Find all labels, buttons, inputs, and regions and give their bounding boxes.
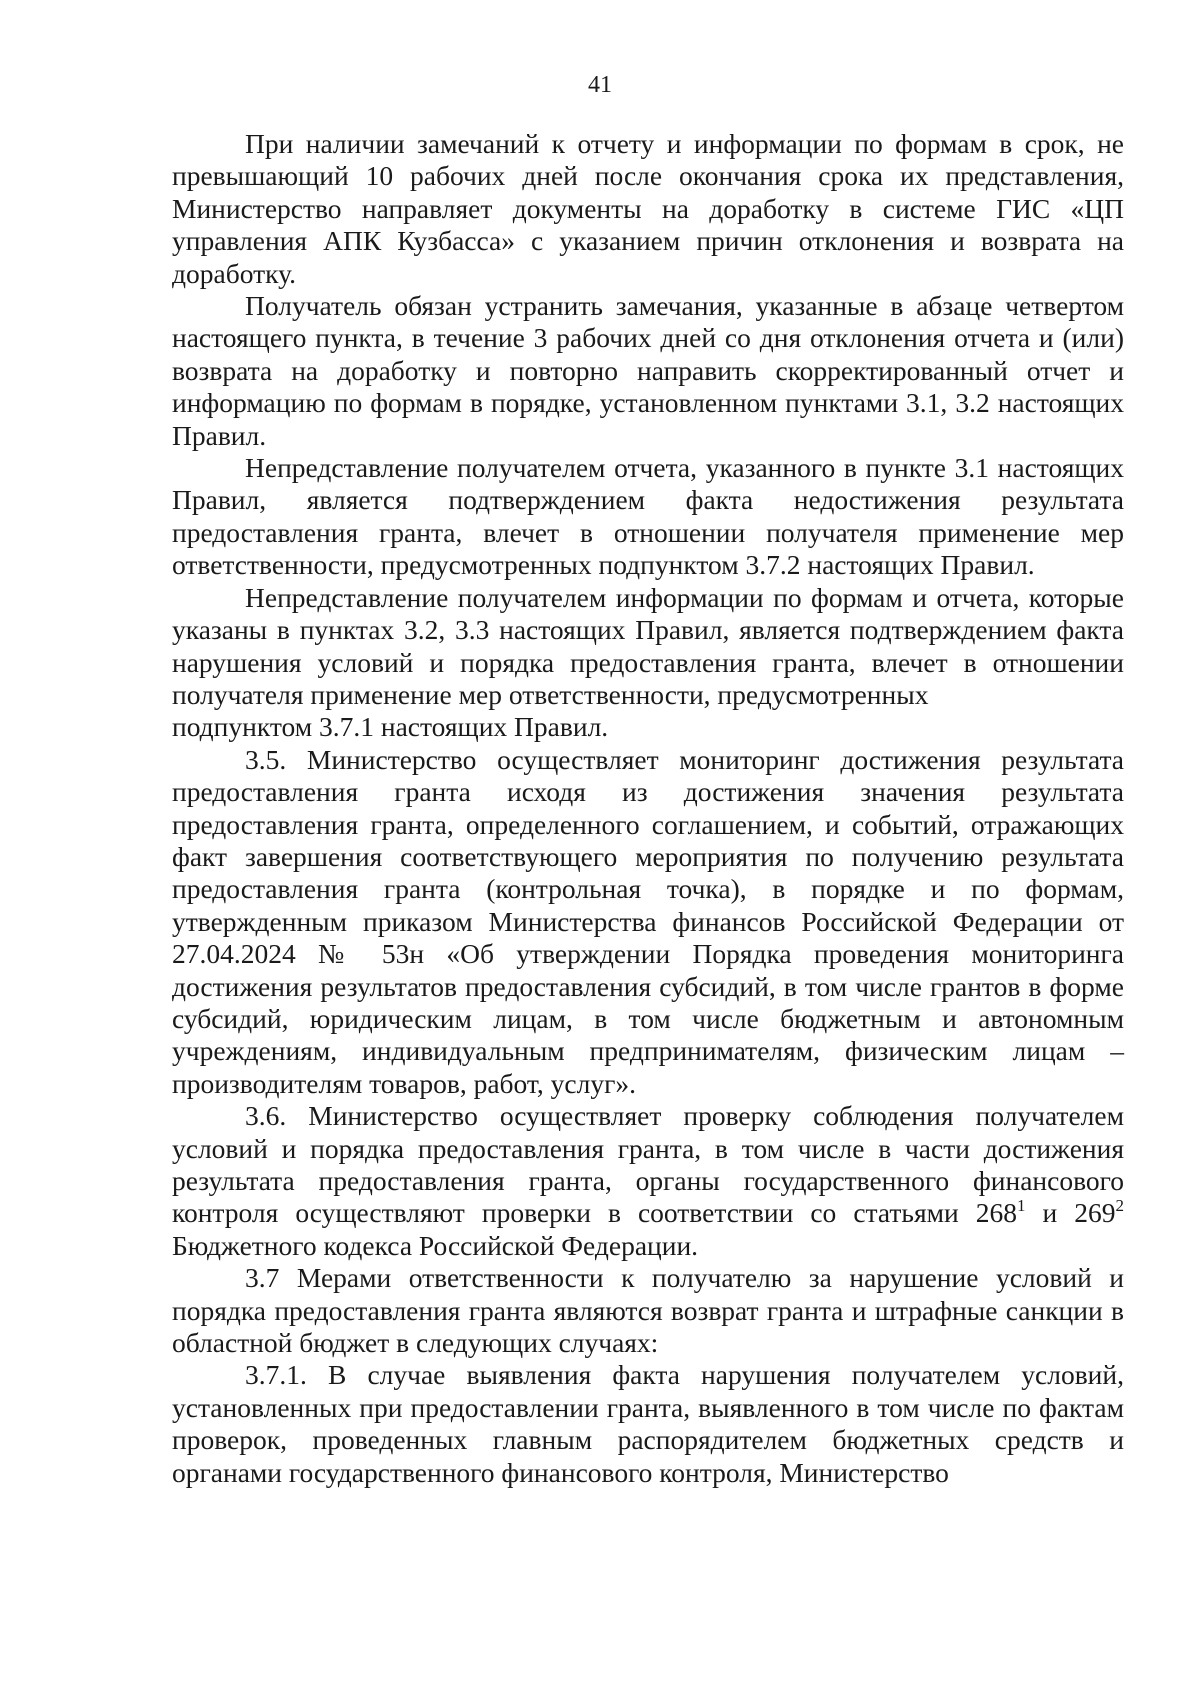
page-number: 41	[588, 72, 612, 98]
paragraph-3-7-liability: 3.7 Мерами ответственности к получателю за нарушение условий и порядка предоставления гранта являются возврат гранта и штрафные санкции в областной бюджет в следующих случаях:	[172, 1262, 1124, 1359]
paragraph-3-6-text-after: Бюджетного кодекса Российской Федерации.	[172, 1229, 699, 1261]
paragraph-recipient-obligation: Получатель обязан устранить замечания, указанные в абзаце четвертом настоящего пункта, в течение 3 рабочих дней со дня отклонения отчета и (или) возврата на доработку и повторно направить скорректированный отчет и информацию по формам в порядке, установленном пунктами 3.1, 3.2 настоящих Правил.	[172, 290, 1124, 451]
paragraph-info-non-submission: Непредставление получателем информации по формам и отчета, которые указаны в пунктах 3.2, 3.3 настоящих Правил, является подтверждением факта нарушения условий и порядка предоставления гранта, влечет в отношении получателя применение мер ответственности, предусмотренных	[172, 581, 1124, 710]
paragraph-remarks-deadline: При наличии замечаний к отчету и информации по формам в срок, не превышающий 10 рабочих дней после окончания срока их представления, Министерство направляет документы на доработку в системе ГИС «ЦП управления АПК Кузбасса» с указанием причин отклонения и возврата на доработку.	[172, 128, 1124, 289]
paragraph-3-7-1-violation: 3.7.1. В случае выявления факта нарушения получателем условий, установленных при предоставлении гранта, выявленного в том числе по фактам проверок, проведенных главным распорядителем бюджетных средств и органами государственного финансового контроля, Министерство	[172, 1359, 1124, 1488]
paragraph-3-6-text-before: 3.6. Министерство осуществляет проверку соблюдения получателем условий и порядка предоставления гранта, в том числе в части достижения результата предоставления гранта, органы государственного финансового контроля осуществляют проверки в соответствии со статьями 268	[172, 1100, 1124, 1229]
paragraph-report-non-submission: Непредставление получателем отчета, указанного в пункте 3.1 настоящих Правил, является подтверждением факта недостижения результата предоставления гранта, влечет в отношении получателя применение мер ответственности, предусмотренных подпунктом 3.7.2 настоящих Правил.	[172, 452, 1124, 581]
paragraph-info-non-submission-end: подпунктом 3.7.1 настоящих Правил.	[172, 711, 609, 743]
paragraph-3-6-verification	[172, 1100, 1124, 1262]
paragraph-3-5-monitoring: 3.5. Министерство осуществляет мониторинг достижения результата предоставления гранта исходя из достижения значения результата предоставления гранта, определенного соглашением, и событий, отражающих факт завершения соответствующего мероприятия по получению результата предоставления гранта (контрольная точка), в порядке и по формам, утвержденным приказом Министерства финансов Российской Федерации от 27.04.2024 № 53н «Об утверждении Порядка проведения мониторинга достижения результатов предоставления субсидий, в том числе грантов в форме субсидий, юридическим лицам, в том числе бюджетным и автономным учреждениям, индивидуальным предпринимателям, физическим лицам – производителям товаров, работ, услуг».	[172, 743, 1124, 1099]
superscript-article-269: 2	[1115, 1196, 1124, 1216]
document-body	[172, 128, 1124, 1489]
superscript-article-268: 1	[1016, 1196, 1026, 1216]
paragraph-3-6-text-middle: и 269	[1025, 1197, 1116, 1229]
